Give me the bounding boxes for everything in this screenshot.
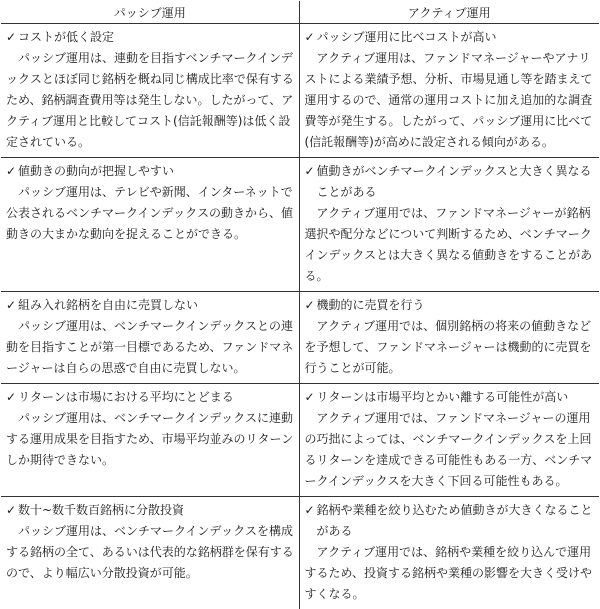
cell-heading <box>6 27 295 48</box>
heading-text: 組み入れ銘柄を自由に売買しない <box>18 295 198 316</box>
cell-body: アクティブ運用は、ファンドマネージャーやアナリストによる業績予想、分析、市場見通し等を踏まえて運用するので、通常の運用コストに加え追加的な調査費等が発生する。したがって、パッシブ運用に比べて(信託報酬等)が高めに設定される傾向がある。 <box>305 48 596 153</box>
heading-text: 数十~数千数百銘柄に分散投資 <box>18 500 184 521</box>
cell-body: パッシブ運用は、連動を目指すベンチマークインデックスとほぼ同じ銘柄を概ね同じ構成比率で保有するため、銘柄調査費用等は発生しない。したがって、アクティブ運用と比較してコスト(信託報酬等)は低く設定されている。 <box>6 48 295 153</box>
passive-cell <box>1 384 299 497</box>
heading-text: 値動きの動向が把握しやすい <box>18 161 174 182</box>
check-icon: ✓ <box>6 27 18 48</box>
passive-cell <box>1 158 299 292</box>
heading-text: パッシブ運用に比べコストが高い <box>317 27 497 48</box>
passive-cell <box>1 292 299 384</box>
cell-body: パッシブ運用は、テレビや新聞、インターネットで公表されるベンチマークインデックスの動きから、値動きの大まかな動向を捉えることができる。 <box>6 182 295 245</box>
cell-heading <box>6 161 295 182</box>
active-cell <box>299 384 599 497</box>
active-cell <box>299 497 599 609</box>
check-icon: ✓ <box>305 27 317 48</box>
header-active: アクティブ運用 <box>299 1 599 24</box>
table-row <box>1 158 599 292</box>
check-icon: ✓ <box>6 387 18 408</box>
heading-text: 値動きがベンチマークインデックスと大きく異なることがある <box>317 161 596 203</box>
cell-heading <box>305 27 596 48</box>
heading-text: コストが低く設定 <box>18 27 114 48</box>
header-passive: パッシブ運用 <box>1 1 299 24</box>
heading-text: リターンは市場平均とかい離する可能性が高い <box>317 387 569 408</box>
cell-heading <box>305 161 596 203</box>
passive-cell <box>1 24 299 158</box>
check-icon: ✓ <box>305 295 317 316</box>
cell-body: アクティブ運用では、銘柄や業種を絞り込んで運用するため、投資する銘柄や業種の影響を大きく受けやすくなる。 <box>305 542 596 605</box>
table-row <box>1 292 599 384</box>
cell-body: アクティブ運用では、個別銘柄の将来の値動きなどを予想して、ファンドマネージャーは機動的に売買を行うことが可能。 <box>305 316 596 379</box>
header-row <box>1 1 599 24</box>
heading-text: 機動的に売買を行う <box>317 295 425 316</box>
passive-cell <box>1 497 299 609</box>
cell-heading <box>305 387 596 408</box>
active-cell <box>299 24 599 158</box>
check-icon: ✓ <box>6 161 18 182</box>
active-cell <box>299 158 599 292</box>
active-cell <box>299 292 599 384</box>
cell-heading <box>6 387 295 408</box>
check-icon: ✓ <box>305 500 317 542</box>
cell-body: パッシブ運用は、ベンチマークインデックスに連動する運用成果を目指すため、市場平均並みのリターンしか期待できない。 <box>6 408 295 471</box>
comparison-table <box>1 1 599 609</box>
table-row <box>1 384 599 497</box>
table-row <box>1 497 599 609</box>
check-icon: ✓ <box>305 161 317 203</box>
heading-text: 銘柄や業種を絞り込むため値動きが大きくなることがある <box>317 500 596 542</box>
check-icon: ✓ <box>6 500 18 521</box>
table-row <box>1 24 599 158</box>
cell-heading <box>305 295 596 316</box>
cell-heading <box>6 295 295 316</box>
check-icon: ✓ <box>305 387 317 408</box>
cell-body: アクティブ運用では、ファンドマネージャーが銘柄選択や配分などについて判断するため、ベンチマークインデックスとは大きく異なる値動きをすることがある。 <box>305 203 596 287</box>
cell-heading <box>305 500 596 542</box>
cell-body: パッシブ運用は、ベンチマークインデックスとの連動を目指すことが第一目標であるため、ファンドマネージャーは自らの思惑で自由に売買しない。 <box>6 316 295 379</box>
check-icon: ✓ <box>6 295 18 316</box>
cell-body: アクティブ運用では、ファンドマネージャーの運用の巧拙によっては、ベンチマークインデックスを上回るリターンを達成できる可能性もある一方、ベンチマークインデックスを大きく下回る可能性もある。 <box>305 408 596 492</box>
cell-heading <box>6 500 295 521</box>
heading-text: リターンは市場における平均にとどまる <box>18 387 234 408</box>
cell-body: パッシブ運用は、ベンチマークインデックスを構成する銘柄の全て、あるいは代表的な銘柄群を保有するので、より幅広い分散投資が可能。 <box>6 521 295 584</box>
